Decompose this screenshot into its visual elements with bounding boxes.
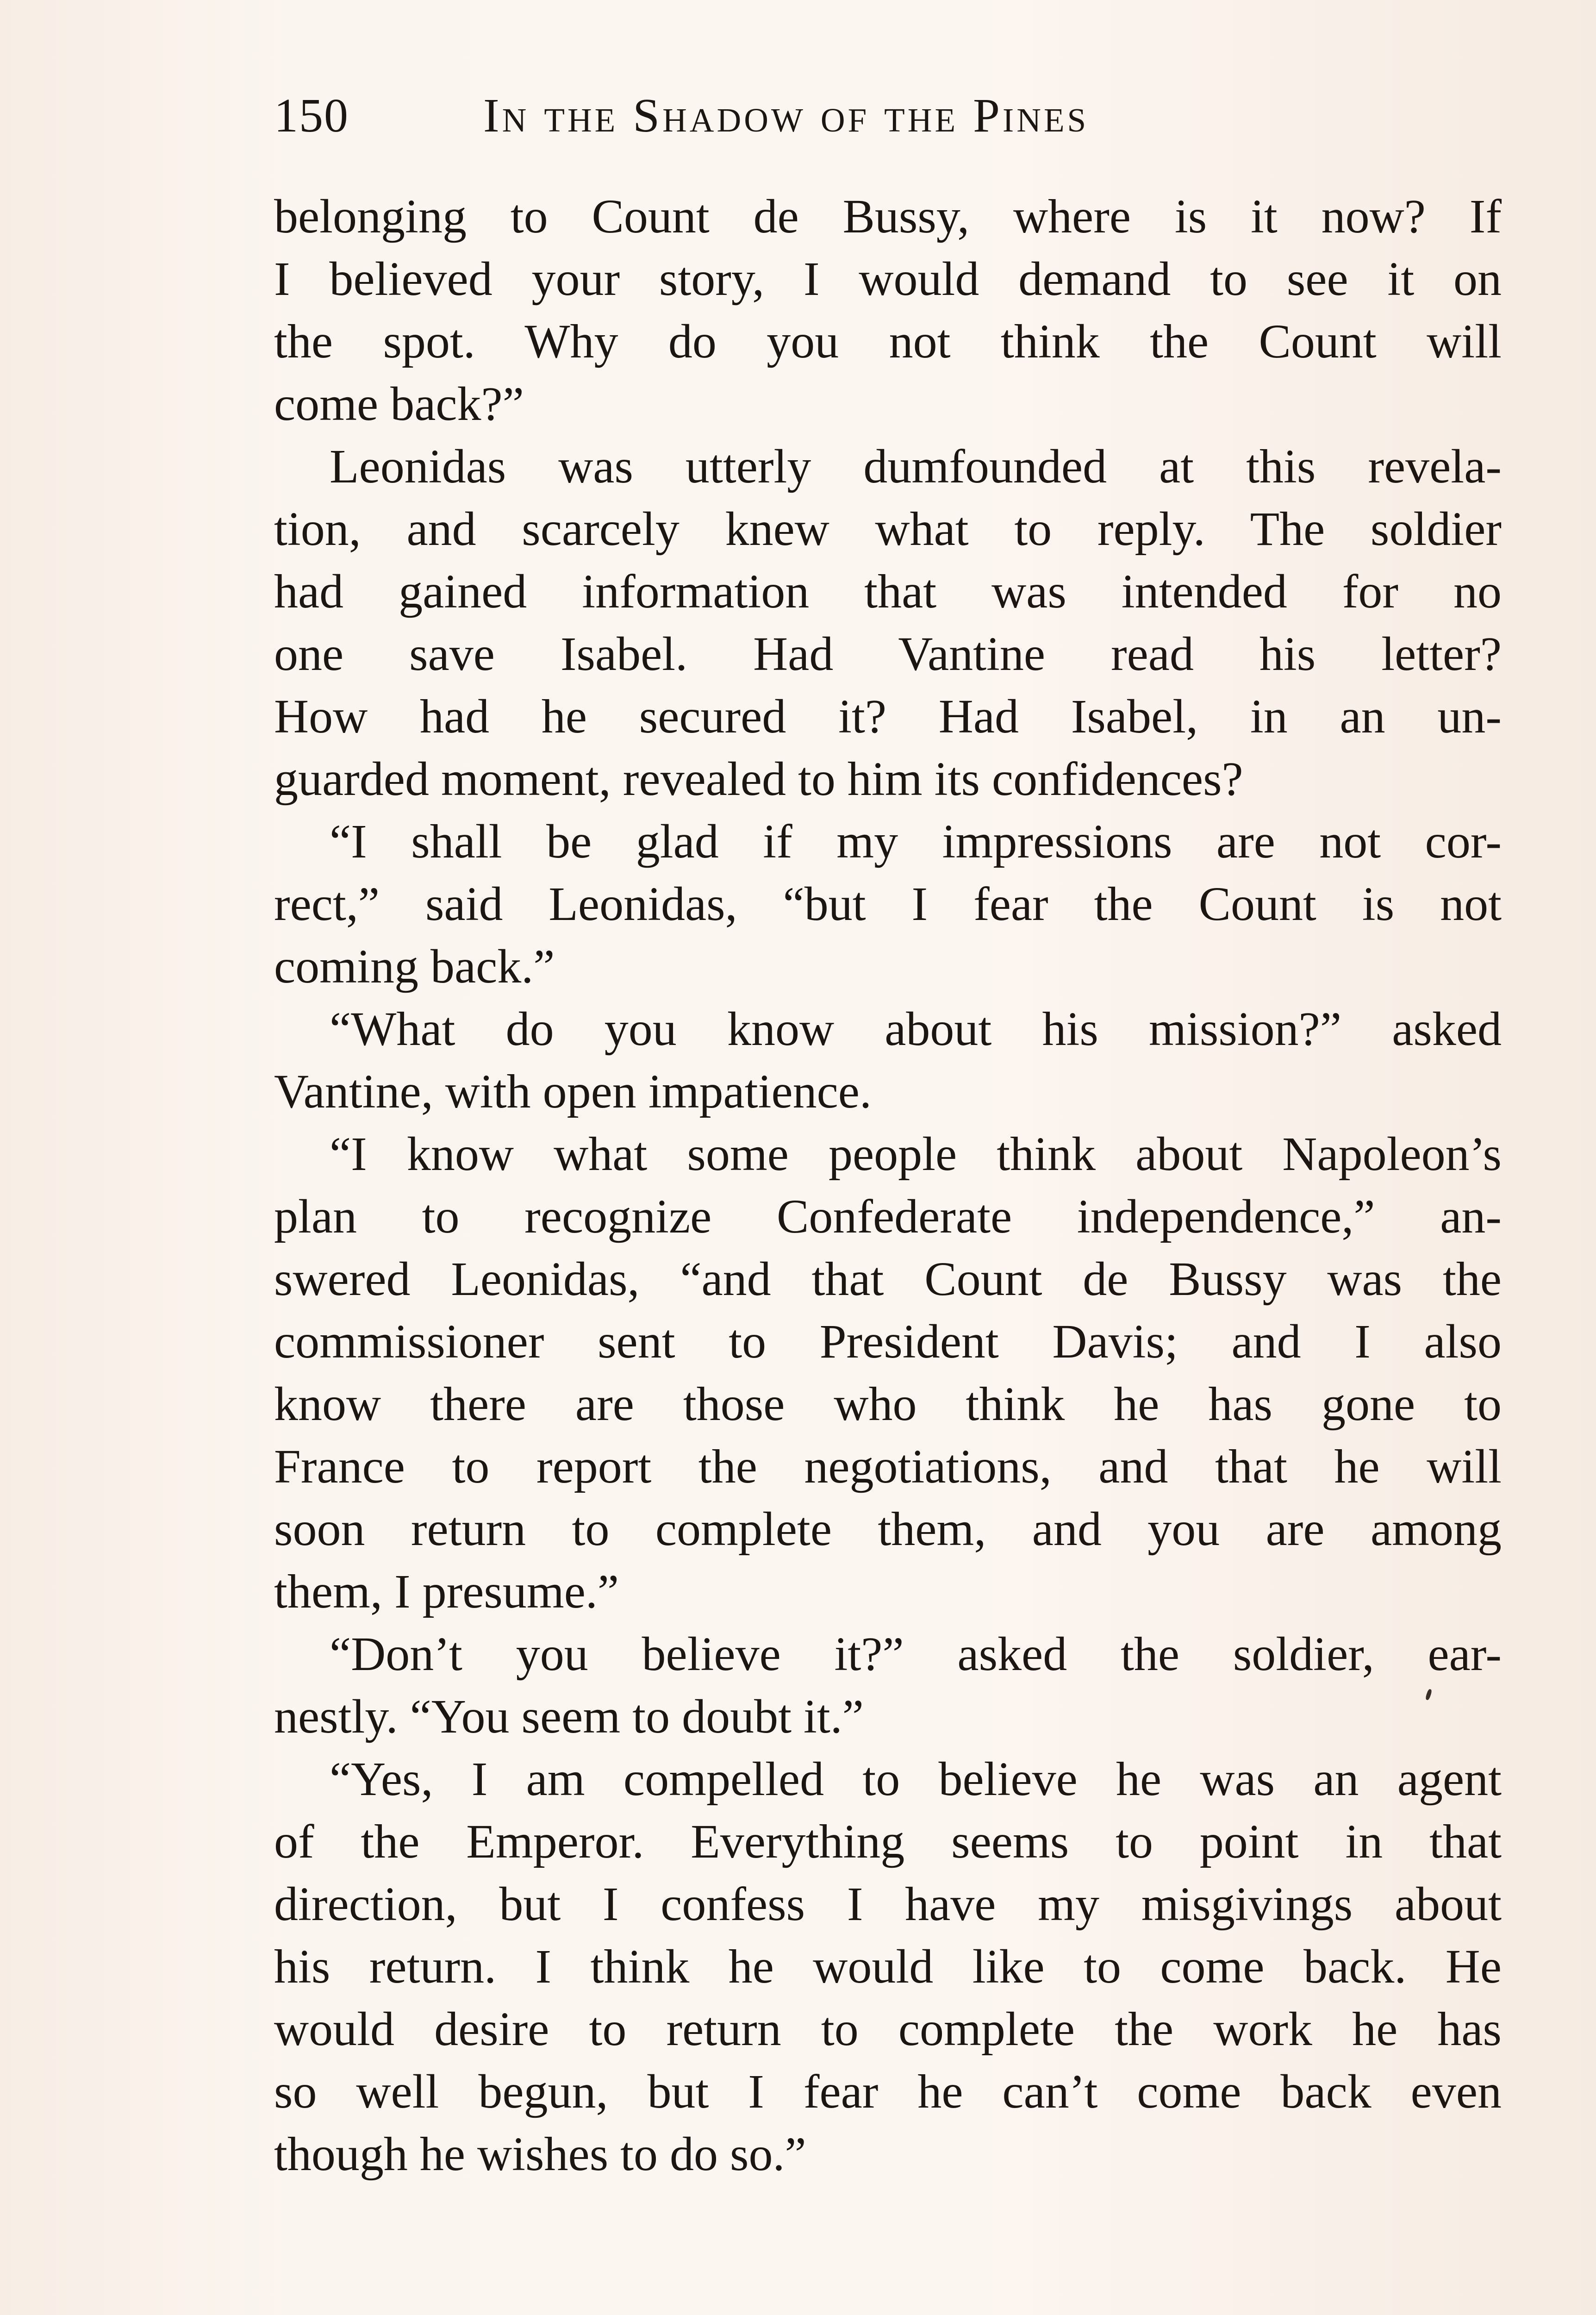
text-line: them, I presume.” — [274, 1565, 619, 1618]
text-line: belonging to Count de Bussy, where is it now? If — [274, 190, 1502, 243]
page-header — [274, 79, 1533, 157]
text-line: “Don’t you believe it?” asked the soldier, ear- — [330, 1627, 1502, 1681]
text-line: plan to recognize Confederate independence,” an- — [274, 1190, 1502, 1243]
text-line: “What do you know about his mission?” asked — [330, 1002, 1502, 1056]
text-line: though he wishes to do so.” — [274, 2127, 806, 2181]
text-line: How had he secured it? Had Isabel, in an un- — [274, 690, 1502, 743]
page-number: 150 — [274, 89, 349, 142]
text-line: “I know what some people think about Napoleon’s — [330, 1127, 1502, 1181]
text-line: coming back.” — [274, 940, 555, 993]
text-line: “I shall be glad if my impressions are not cor- — [330, 815, 1502, 868]
text-line: swered Leonidas, “and that Count de Bussy was the — [274, 1252, 1502, 1306]
text-line: know there are those who think he has gone to — [274, 1377, 1502, 1431]
text-line: direction, but I confess I have my misgivings about — [274, 1877, 1502, 1931]
text-line: had gained information that was intended for no — [274, 565, 1502, 618]
paragraph — [274, 1623, 1502, 1748]
paragraph — [274, 1748, 1502, 2185]
text-line: Leonidas was utterly dumfounded at this revela- — [330, 440, 1502, 493]
text-line: nestly. “You seem to doubt it.” — [274, 1690, 864, 1743]
text-line: commissioner sent to President Davis; and I also — [274, 1315, 1502, 1368]
paragraph — [274, 1123, 1502, 1623]
text-line: his return. I think he would like to come back. He — [274, 1940, 1502, 1993]
text-line: I believed your story, I would demand to see it on — [274, 252, 1502, 306]
body-text — [274, 185, 1502, 2185]
running-title: In the Shadow of the Pines — [483, 89, 1089, 142]
text-line: France to report the negotiations, and that he will — [274, 1440, 1502, 1493]
text-line: one save Isabel. Had Vantine read his letter? — [274, 627, 1502, 681]
paragraph — [274, 810, 1502, 998]
text-line: would desire to return to complete the work he has — [274, 2002, 1502, 2056]
paragraph — [274, 998, 1502, 1123]
text-line: soon return to complete them, and you are among — [274, 1502, 1502, 1556]
text-line: the spot. Why do you not think the Count will — [274, 315, 1502, 368]
text-line: come back?” — [274, 377, 524, 431]
text-line: Vantine, with open impatience. — [274, 1065, 872, 1118]
text-line: of the Emperor. Everything seems to point in that — [274, 1815, 1502, 1868]
text-line: guarded moment, revealed to him its confidences? — [274, 752, 1243, 806]
text-line: tion, and scarcely knew what to reply. The soldier — [274, 502, 1502, 556]
paragraph — [274, 185, 1502, 435]
paragraph — [274, 435, 1502, 810]
text-line: so well begun, but I fear he can’t come back even — [274, 2065, 1502, 2118]
text-line: “Yes, I am compelled to believe he was an agent — [330, 1752, 1502, 1806]
text-line: rect,” said Leonidas, “but I fear the Count is not — [274, 877, 1502, 931]
